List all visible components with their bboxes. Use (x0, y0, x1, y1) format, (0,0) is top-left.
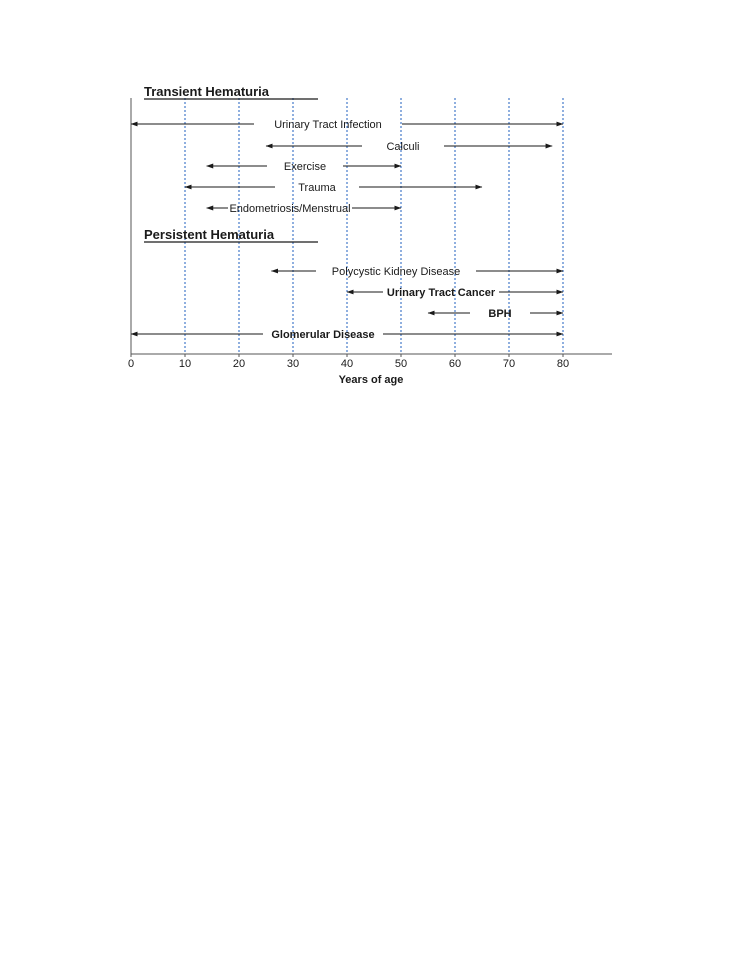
x-tick-label: 50 (394, 358, 408, 370)
x-tick-label: 20 (232, 358, 246, 370)
x-tick-label: 60 (448, 358, 462, 370)
range-label: Endometriosis/Menstrual (229, 203, 351, 215)
x-tick-label: 80 (556, 358, 570, 370)
section-title: Transient Hematuria (144, 84, 269, 99)
range-label: Urinary Tract Cancer (386, 287, 496, 299)
range-label: Calculi (386, 141, 420, 153)
x-tick-label: 30 (286, 358, 300, 370)
range-label: Urinary Tract Infection (274, 119, 382, 131)
x-tick-label: 70 (502, 358, 516, 370)
range-label: Exercise (283, 161, 327, 173)
x-tick-label: 10 (178, 358, 192, 370)
range-label: Glomerular Disease (271, 329, 375, 341)
range-label: Trauma (298, 182, 336, 194)
range-label: BPH (488, 308, 512, 320)
x-axis-title: Years of age (338, 374, 404, 386)
range-label: Polycystic Kidney Disease (331, 266, 461, 278)
x-tick-label: 40 (340, 358, 354, 370)
x-tick-label: 0 (127, 358, 135, 370)
section-title: Persistent Hematuria (144, 227, 275, 242)
